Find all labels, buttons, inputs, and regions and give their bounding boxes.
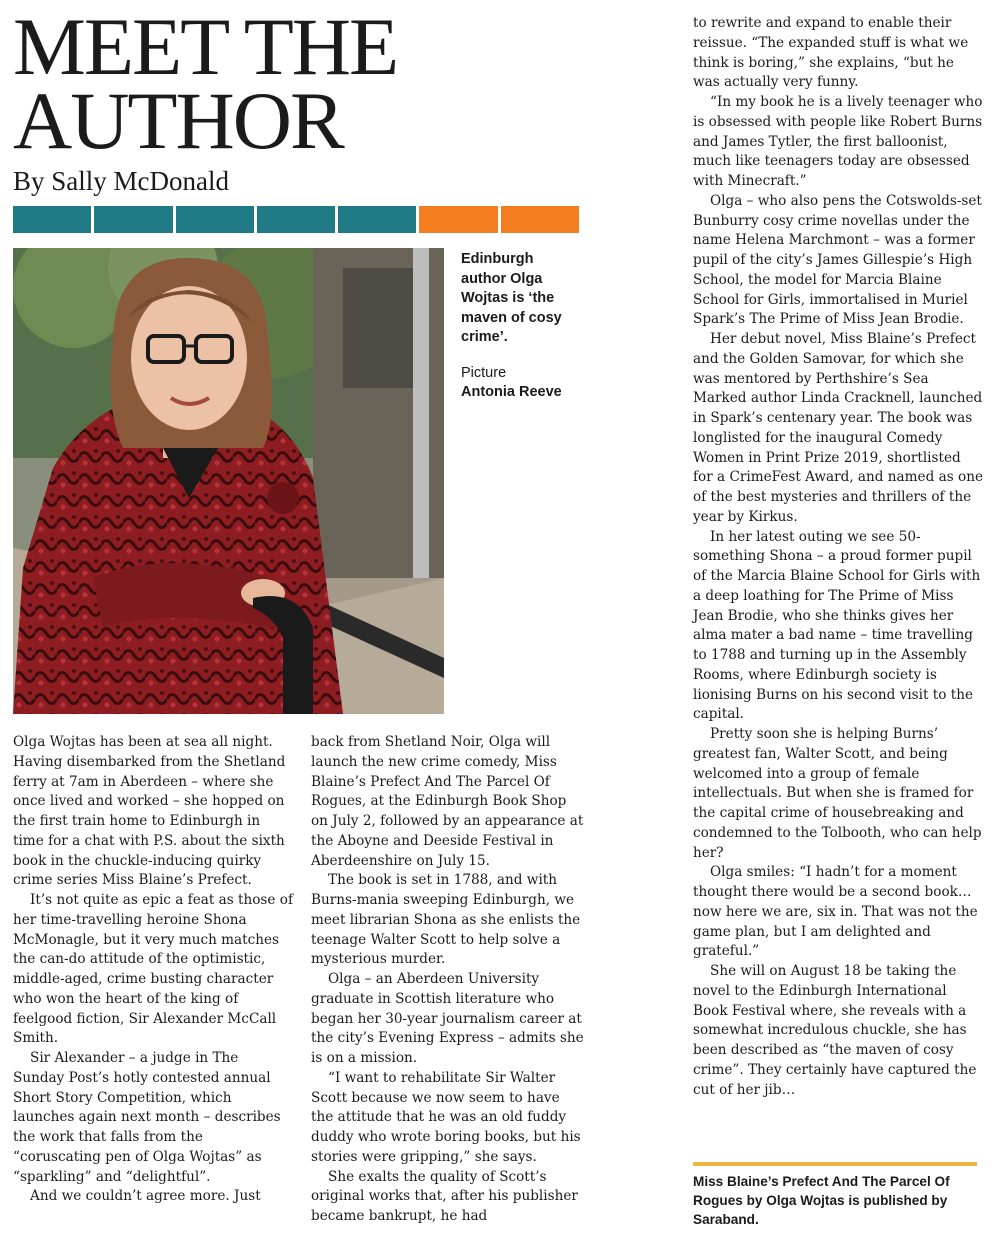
stripe-segment xyxy=(419,206,497,233)
article-paragraph: In her latest outing we see 50-something Shona – a proud former pupil of the Marcia Blaine School for Girls with a deep loathing for The Prime of Miss Jean Brodie, who she thinks gives her alma mater a bad name – time travelling to 1788 and turning up in the Assembly Rooms, where Edinburgh society is lionising Burns on his second visit to the capital. xyxy=(693,528,981,723)
article-paragraph: Pretty soon she is helping Burns’ greatest fan, Walter Scott, and being welcomed into a group of female intellectuals. But when she is framed for the capital crime of housebreaking and condemned to the Tolbooth, who can help her? xyxy=(693,726,982,861)
article-paragraph: It’s not quite as epic a feat as those of her time-travelling heroine Shona McMonagle, but it very much matches the can-do attitude of the optimistic, middle-aged, crime busting character who won the heart of the king of feelgood fiction, Sir Alexander McCall Smith. xyxy=(13,892,293,1047)
article-paragraph: She exalts the quality of Scott’s original works that, after his publisher became bankrupt, he had xyxy=(311,1168,578,1224)
book-details-footnote: Miss Blaine’s Prefect And The Parcel Of Rogues by Olga Wojtas is published by Saraband. xyxy=(693,1174,950,1227)
article-paragraph: And we couldn’t agree more. Just xyxy=(30,1188,261,1205)
article-column-3 xyxy=(693,14,983,1100)
stripe-segment xyxy=(338,206,416,233)
author-portrait-icon xyxy=(13,248,444,714)
article-paragraph: She will on August 18 be taking the novel to the Edinburgh International Book Festival where, she reveals with a somewhat incredulous chuckle, she has been described as “the maven of cosy crime”. They certainly have captured the cut of her jib… xyxy=(693,963,977,1098)
caption-photo-credit: Antonia Reeve xyxy=(461,384,562,400)
article-column-2 xyxy=(311,733,585,1227)
article-paragraph: “In my book he is a lively teenager who is obsessed with people like Robert Burns and James Tytler, the first balloonist, much like teenagers today are obsessed with Minecraft.” xyxy=(693,94,983,189)
headline: MEET THE AUTHOR xyxy=(13,1,398,166)
article-paragraph: Olga smiles: “I hadn’t for a moment thought there would be a second book… now here we are, six in. That was not the game plan, but I am delighted and grateful.” xyxy=(693,864,978,960)
article-paragraph: Her debut novel, Miss Blaine’s Prefect and the Golden Samovar, for which she was mentored by Perthshire’s Sea Marked author Linda Cracknell, launched in Spark’s centenary year. The book was longlisted for the inaugural Comedy Women in Print Prize 2019, shortlisted for a CrimeFest Award, and named as one of the best mysteries and thrillers of the year by Kirkus. xyxy=(693,331,984,525)
stripe-segment xyxy=(176,206,254,233)
stripe-segment xyxy=(257,206,335,233)
stripe-segment xyxy=(94,206,172,233)
article-paragraph: Olga – an Aberdeen University graduate in Scottish literature who began her 30-year journalism career at the city’s Evening Express – admits she is on a mission. xyxy=(311,971,584,1066)
stripe-segment xyxy=(13,206,91,233)
article-paragraph: back from Shetland Noir, Olga will launch the new crime comedy, Miss Blaine’s Prefect And The Parcel Of Rogues, at the Edinburgh Book Shop on July 2, followed by an appearance at the Aboyne and Deeside Festival in Aberdeenshire on July 15. xyxy=(311,734,584,869)
stripe-segment xyxy=(501,206,579,233)
photo-caption xyxy=(461,250,579,403)
article-paragraph: “I want to rehabilitate Sir Walter Scott because we now seem to have the attitude that he was an old fuddy duddy who wrote boring books, but his stories were gripping,” she says. xyxy=(311,1069,581,1165)
article-paragraph: Sir Alexander – a judge in The Sunday Post’s hotly contested annual Short Story Competition, which launches again next month – describes the work that falls from the “coruscating pen of Olga Wojtas” as “sparkling” and “delightful”. xyxy=(13,1050,281,1185)
footnote-divider xyxy=(693,1162,977,1166)
article-paragraph: Olga Wojtas has been at sea all night. Having disembarked from the Shetland ferry at 7am in Aberdeen – where she once lived and worked – she hopped on the first train home to Edinburgh in time for a chat with P.S. about the sixth book in the chuckle-inducing quirky crime series Miss Blaine’s Prefect. xyxy=(13,734,286,889)
byline: By Sally McDonald xyxy=(13,166,229,196)
article-paragraph: The book is set in 1788, and with Burns-mania sweeping Edinburgh, we meet librarian Shona as she enlists the teenage Walter Scott to help solve a mysterious murder. xyxy=(311,872,581,968)
caption-picture-label: Picture xyxy=(461,364,507,381)
color-stripe xyxy=(13,206,579,233)
article-column-1 xyxy=(13,733,293,1207)
article-paragraph: to rewrite and expand to enable their reissue. “The expanded stuff is what we think is boring,” she explains, “but he was actually very funny. xyxy=(693,15,969,91)
caption-text: Edinburgh author Olga Wojtas is ‘the maven of cosy crime’. xyxy=(461,251,562,345)
article-paragraph: Olga – who also pens the Cotswolds-set Bunburry cosy crime novellas under the name Helena Marchmont – was a former pupil of the city’s James Gillespie’s High School, the model for Marcia Blaine School for Girls, immortalised in Muriel Spark’s The Prime of Miss Jean Brodie. xyxy=(693,192,982,328)
author-portrait-image xyxy=(13,248,444,714)
